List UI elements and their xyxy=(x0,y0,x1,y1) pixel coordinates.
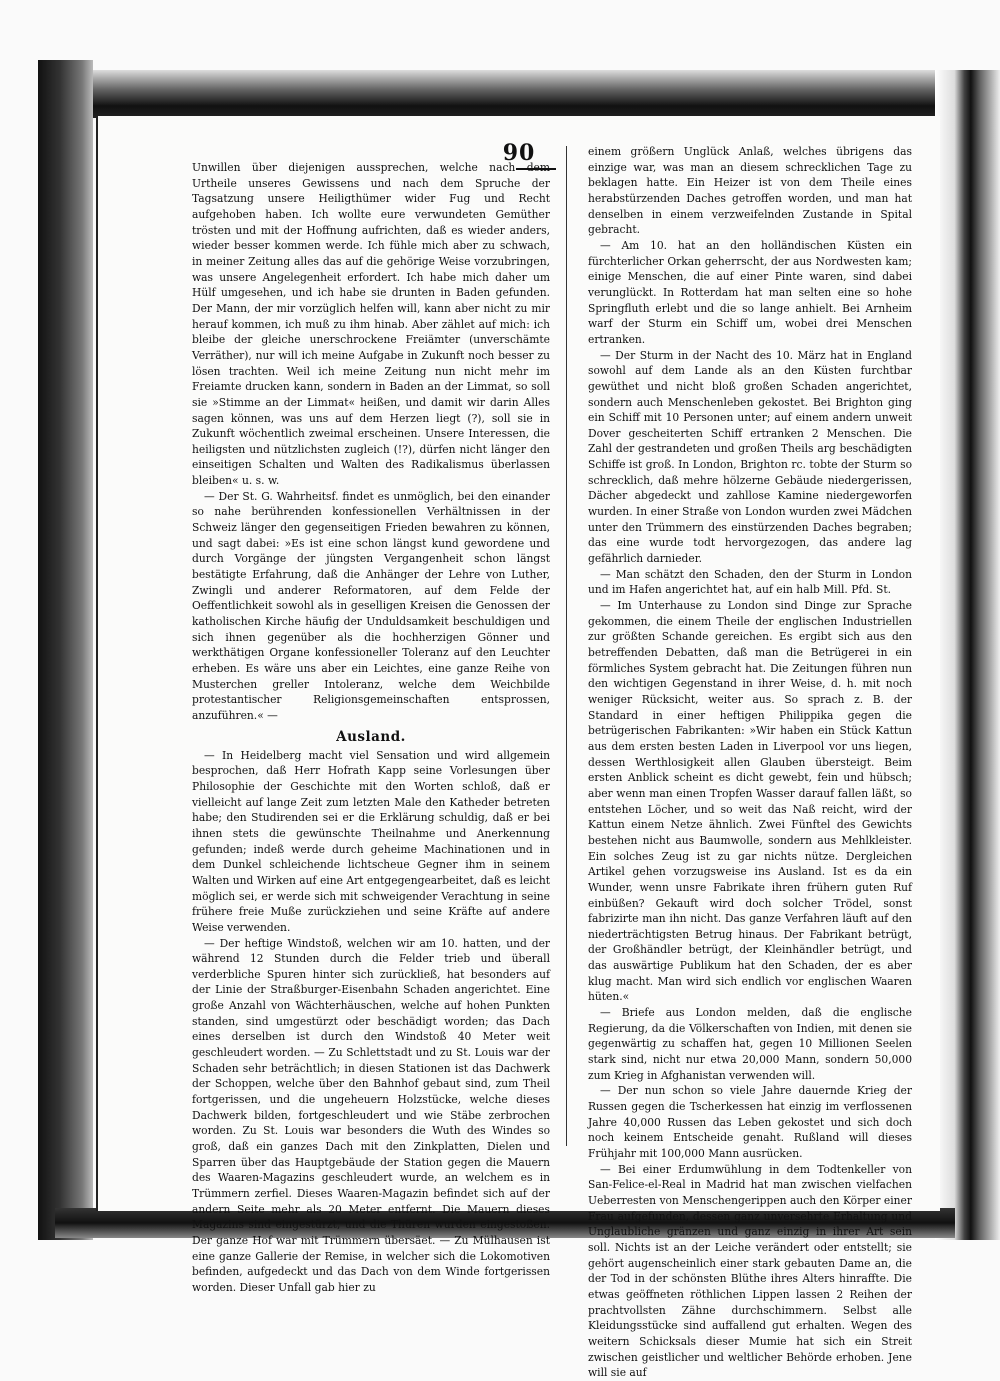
left-column xyxy=(192,160,550,1296)
scan-left-edge xyxy=(38,60,93,1240)
scan-right-edge xyxy=(935,70,1000,1240)
article-paragraph: — Am 10. hat an den holländischen Küsten ein fürchterlicher Orkan geherrscht, der aus Nordwesten kam; einige Menschen, die auf einer Pinte waren, sind dabei verunglückt. In Rotterdam hat man selten eine so hohe Springfluth erlebt und die so lange anhielt. Bei Arnheim warf der Sturm ein Schiff um, wobei drei Menschen ertranken. xyxy=(588,238,912,346)
article-paragraph: — Man schätzt den Schaden, den der Sturm in London und im Hafen angerichtet hat, auf ein halb Mill. Pfd. St. xyxy=(588,567,912,597)
column-divider xyxy=(566,146,567,1146)
section-heading: Ausland. xyxy=(336,728,406,745)
article-paragraph: — Der Sturm in der Nacht des 10. März hat in England sowohl auf dem Lande als an den Küsten furchtbar gewüthet und nicht bloß großen Schaden angerichtet, sondern auch Menschenleben gekostet. Bei Brighton ging ein Schiff mit 10 Personen unter; auf einem andern unweit Dover gescheiterten Schiff ertranken 2 Menschen. Die Zahl der gestrandeten und großen Theils arg beschädigten Schiffe ist groß. In London, Brighton rc. tobte der Sturm so schrecklich, daß mehre hölzerne Gebäude niedergerissen, Dächer abgedeckt und zahllose Kamine niedergeworfen wurden. In einer Straße von London wurden zwei Mädchen unter den Trümmern des einstürzenden Daches begraben; das eine wurde todt hervorgezogen, das andere lag gefährlich darnieder. xyxy=(588,348,912,566)
article-paragraph: — Bei einer Erdumwühlung in dem Todtenkeller von San-Felice-el-Real in Madrid hat man zwischen vielfachen Ueberresten von Menschengerippen auch den Körper einer Frau aufgefunden, dessen ganz unversehrte Erhaltung und Unglaubliche gränzen und ganz einzig in ihrer Art sein soll. Nichts ist an der Leiche verändert oder entstellt; sie gehört augenscheinlich einer stark gebauten Dame an, die der Tod in der schönsten Blüthe ihres Alters hinraffte. Die etwas geöffneten röthlichen Lippen lassen 2 Reihen der prachtvollsten Zähne durchschimmern. Selbst alle Kleidungsstücke sind auffallend gut erhalten. Wegen des weitern Schicksals dieser Mumie hat sich ein Streit zwischen geistlicher und weltlicher Behörde erhoben. Jene will sie auf xyxy=(588,1162,912,1380)
article-paragraph: — Der nun schon so viele Jahre dauernde Krieg der Russen gegen die Tscherkessen hat einzig im verflossenen Jahre 40,000 Russen das Leben gekostet und sich doch noch keinem Entscheide genaht. Rußland will dieses Frühjahr mit 100,000 Mann ausrücken. xyxy=(588,1084,912,1160)
right-column xyxy=(588,144,912,1381)
article-paragraph: Unwillen über diejenigen aussprechen, welche nach dem Urtheile unseres Gewissens und nach dem Spruche der Tagsatzung unsere Heiligthümer wider Fug und Recht aufgehoben haben. Ich wollte eure verwundeten Gemüther trösten und mit der Hoffnung aufrichten, daß es wieder anders, wieder besser kommen werde. Ich fühle mich aber zu schwach, in meiner Zeitung alles das auf die gehörige Weise vorzubringen, was unsere Angelegenheit erfordert. Ich habe mich daher um Hülf umgesehen, und ich habe sie drunten in Baden gefunden. Der Mann, der mir vorzüglich helfen will, kann aber nicht zu mir herauf kommen, ich muß zu ihm hinab. Aber zählet auf mich: ich bleibe der gleiche unerschrockene Freiämter (unverschämte Verräther), nur will ich meine Aufgabe in Zukunft noch besser zu lösen trachten. Weil ich meine Zeitung nun nicht mehr im Freiamte drucken kann, sondern in Baden an der Limmat, so soll sie »Stimme an der Limmat« heißen, und damit wir darin Alles sagen können, was uns auf dem Herzen liegt (?), soll sie in Zukunft wöchentlich zweimal erscheinen. Unsere Interessen, die heiligsten und nützlichsten zugleich (!?), dürfen nicht länger den einseitigen Schalten und Walten des Radikalismus überlassen bleiben« u. s. w. xyxy=(192,161,550,488)
scan-top-edge xyxy=(60,70,950,118)
article-paragraph: — Der heftige Windstoß, welchen wir am 10. hatten, und der während 12 Stunden durch die Felder trieb und überall verderbliche Spuren hinter sich zurückließ, hat besonders auf der Linie der Straßburger-Eisenbahn Schaden angerichtet. Eine große Anzahl von Wächterhäuschen, welche auf hohen Punkten standen, sind umgestürzt oder beschädigt worden; das Dach eines derselben ist durch den Windstoß 40 Meter weit geschleudert worden. — Zu Schlettstadt und zu St. Louis war der Schaden sehr beträchtlich; in diesen Stationen ist das Dachwerk der Schoppen, welche über den Bahnhof gebaut sind, zum Theil fortgerissen, und die ungeheuern Holzstücke, welche dieses Dachwerk bilden, fortgeschleudert und wie Stäbe zerbrochen worden. Zu St. Louis war besonders die Wuth des Windes so groß, daß ein ganzes Dach mit den Zinkplatten, Dielen und Sparren über das Hauptgebäude der Station gegen die Mauern des Waaren-Magazins geschleudert wurde, an welchem es in Trümmern zerfiel. Dieses Waaren-Magazin befindet sich auf der andern Seite mehr als 20 Meter entfernt. Die Mauern dieses Magazins sind eingestürzt, und die Thüren wurden eingestoßen. Der ganze Hof war mit Trümmern übersäet. — Zu Mülhausen ist eine ganze Gallerie der Remise, in welcher sich die Lokomotiven befinden, aufgedeckt und das Dach von dem Winde fortgerissen worden. Dieser Unfall gab hier zu xyxy=(192,936,550,1294)
article-paragraph: — In Heidelberg macht viel Sensation und wird allgemein besprochen, daß Herr Hofrath Kapp seine Vorlesungen über Philosophie der Geschichte mit den Worten schloß, daß er vielleicht auf lange Zeit zum letzten Male den Katheder betreten habe; den Studirenden sei er die Erklärung schuldig, daß er bei ihnen stets die gewünschte Theilnahme und Anerkennung gefunden; indeß werde durch geheime Machinationen und in dem Dunkel schleichende lichtscheue Gegner ihm in seinem Walten und Wirken auf eine Art entgegengearbeitet, daß es leicht möglich sei, er werde sich mit schweigender Verachtung in seine frühere freie Muße zurückziehen und seine Kräfte auf andere Weise verwenden. xyxy=(192,748,550,934)
article-paragraph: — Im Unterhause zu London sind Dinge zur Sprache gekommen, die einem Theile der englischen Industriellen zur größten Schande gereichen. Es ergibt sich aus den betreffenden Debatten, daß man die Betrügerei in ein förmliches System gebracht hat. Die Zeitungen führen nun den wichtigen Gegenstand in ihrer Weise, d. h. mit noch weniger Rücksicht, weiter aus. So sprach z. B. der Standard in einer heftigen Philippika gegen die betrügerischen Fabrikanten: »Wir haben ein Stück Kattun aus dem ersten besten Laden in Liverpool vor uns liegen, dessen Werthlosigkeit allen Glauben übersteigt. Beim ersten Anblick scheint es dicht gewebt, fein und hübsch; aber wenn man einen Tropfen Wasser darauf fallen läßt, so entstehen Löcher, und so weit das Naß reicht, wird der Kattun einem Netze ähnlich. Zwei Fünftel des Gewichts bestehen nicht aus Baumwolle, sondern aus Mehlkleister. Ein solches Zeug ist zu gar nichts nütze. Dergleichen Artikel gehen vorzugsweise ins Ausland. Ist es da ein Wunder, wenn unsre Fabrikate ihren frühern guten Ruf einbüßen? Gekauft wird doch solcher Trödel, sonst fabrizirte man ihn nicht. Das ganze Verfahren läuft auf den niederträchtigsten Betrug hinaus. Der Fabrikant betrügt, der Großhändler betrügt, der Kleinhändler betrügt, und das auswärtige Publikum hat den Schaden, der es aber klug macht. Man wird sich endlich vor englischen Waaren hüten.« xyxy=(588,599,912,1004)
newspaper-page xyxy=(96,116,940,1380)
article-paragraph: einem größern Unglück Anlaß, welches übrigens das einzige war, was man an diesem schrecklichen Tage zu beklagen hatte. Ein Heizer ist von dem Theile eines herabstürzenden Daches getroffen worden, und man hat denselben in einem verzweifelnden Zustande in Spital gebracht. xyxy=(588,145,912,237)
article-paragraph: — Der St. G. Wahrheitsf. findet es unmöglich, bei den einander so nahe berührenden konfessionellen Verhältnissen in der Schweiz länger den gegenseitigen Frieden bewahren zu können, und sagt dabei: »Es ist eine schon längst kund gewordene und durch Vorgänge der jüngsten Vergangenheit schon längst bestätigte Erfahrung, daß die Anhänger der Lehre von Luther, Zwingli und anderer Reformatoren, auf dem Felde der Oeffentlichkeit sowohl als in geselligen Kreisen die Genossen der katholischen Kirche häufig der Unduldsamkeit beschuldigen und sich ihnen gegenüber als die hochherzigen Gönner und werkthätigen Organe konfessioneller Toleranz auf den Leuchter erheben. Es wäre uns aber ein Leichtes, eine ganze Reihe von Musterchen greller Intoleranz, welche dem Weichbilde protestantischer Religionsgemeinschaften entsprossen, anzuführen.« — xyxy=(192,489,550,722)
page-number: 90 xyxy=(502,140,536,166)
article-paragraph: — Briefe aus London melden, daß die englische Regierung, da die Völkerschaften von Indien, mit denen sie gegenwärtig zu schaffen hat, gegen 10 Millionen Seelen stark sind, nicht nur etwa 20,000 Mann, sondern 50,000 zum Krieg in Afghanistan verwenden will. xyxy=(588,1006,912,1082)
